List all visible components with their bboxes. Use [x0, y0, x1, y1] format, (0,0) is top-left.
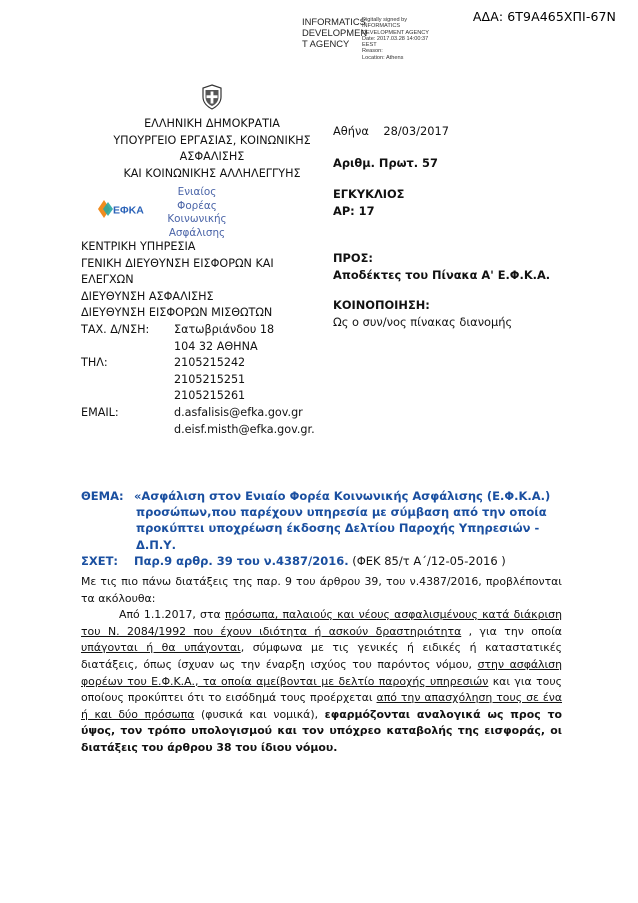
header-line: ΑΣΦΑΛΙΣΗΣ — [179, 150, 245, 164]
ministry-header — [72, 116, 352, 182]
signature-details — [362, 17, 444, 61]
efka-logo-icon — [96, 194, 144, 224]
phone-row — [81, 355, 341, 372]
efka-logo-text: ΕΦΚΑ — [113, 204, 144, 217]
signature-detail: Location: Athens — [362, 54, 404, 61]
signature-detail: Date: 2017.03.28 14:00:37 — [362, 35, 429, 42]
signature-detail: Digitally signed by — [362, 17, 408, 23]
signature-org-line: T AGENCY — [302, 38, 350, 49]
document-body — [81, 574, 562, 757]
signature-detail: DEVELOPMENT AGENCY — [362, 29, 430, 36]
underlined-text: από την απασχόληση τους σε ένα ή και δύο πρόσωπα — [81, 691, 562, 721]
date: 28/03/2017 — [383, 124, 449, 138]
body-text: και για τους οποίους προκύπτει ότι το εισόδημά τους προέρχεται — [81, 674, 563, 705]
address-label: ΤΑΧ. Δ/ΝΣΗ: — [81, 322, 150, 336]
body-intro: Με τις πιο πάνω διατάξεις της παρ. 9 του άρθρου 39, του ν.4387/2016, προβλέπονται τα ακόλουθα: — [81, 575, 562, 605]
circular-label: ΕΓΚΥΚΛΙΟΣ — [333, 187, 405, 201]
protocol-number: Αριθμ. Πρωτ. 57 — [333, 156, 438, 170]
signature-organization — [302, 16, 368, 49]
phone-number: 2105215251 — [174, 372, 246, 386]
bold-text: εφαρμόζονται αναλογικά ως προς το ύψος, τον τρόπο υπολογισμού και τον υπόχρεο καταβολής της εισφοράς, οι διατάξεις του άρθρου 38 του ίδιου νόμου. — [81, 707, 563, 754]
body-text: Από 1.1.2017, στα — [119, 608, 225, 622]
body-text: (φυσικά και νομικά), — [194, 707, 325, 721]
phone-row — [81, 372, 341, 389]
signature-org-line: INFORMATICS — [302, 16, 366, 27]
subject-line: προκύπτει υποχρέωση έκδοσης Δελτίου Παροχής Υπηρεσιών - — [136, 521, 540, 536]
subject-line: Δ.Π.Υ. — [136, 537, 176, 552]
cc-value: Ως ο συν/νος πίνακας διανομής — [333, 315, 513, 329]
email-label: EMAIL: — [81, 405, 119, 419]
header-line: ΕΛΛΗΝΙΚΗ ΔΗΜΟΚΡΑΤΙΑ — [144, 117, 280, 130]
reference-gazette: (ΦΕΚ 85/τ Α΄/12-05-2016 ) — [348, 553, 506, 568]
recipients-label: ΠΡΟΣ: — [333, 251, 373, 265]
signature-detail: EEST — [362, 42, 377, 49]
efka-name-line: Φορέας — [177, 199, 217, 212]
subject-line: προσώπων,που παρέχουν υπηρεσία με σύμβαση από την οποία — [136, 505, 547, 520]
subject-label: ΘΕΜΑ: — [81, 489, 124, 503]
address-row — [81, 322, 341, 339]
header-line: ΚΑΙ ΚΟΙΝΩΝΙΚΗΣ ΑΛΛΗΛΕΓΓΥΗΣ — [123, 166, 301, 180]
city: Αθήνα — [333, 124, 369, 138]
email-address[interactable]: d.asfalisis@efka.gov.gr — [174, 405, 303, 419]
service-line: ΔΙΕΥΘΥΝΣΗ ΕΙΣΦΟΡΩΝ ΜΙΣΘΩΤΩΝ — [81, 306, 273, 320]
efka-name-line: Κοινωνικής — [167, 213, 227, 225]
service-line: ΚΕΝΤΡΙΚΗ ΥΠΗΡΕΣΙΑ — [81, 240, 196, 253]
subject-block — [81, 488, 566, 569]
address-street: Σατωβριάνδου 18 — [174, 322, 275, 336]
underlined-text: στην ασφάλιση φορέων του Ε.Φ.Κ.Α., τα οποία αμείβονται με δελτίο παροχής υπηρεσιών — [81, 657, 562, 688]
signature-detail: Reason: — [362, 48, 383, 55]
body-paragraph — [81, 607, 562, 756]
service-block — [81, 239, 341, 438]
header-line: ΥΠΟΥΡΓΕΙΟ ΕΡΓΑΣΙΑΣ, ΚΟΙΝΩΝΙΚΗΣ — [113, 133, 311, 147]
service-line: ΕΛΕΓΧΩΝ — [81, 273, 134, 287]
reference-law: Παρ.9 αρθρ. 39 του ν.4387/2016. — [134, 553, 349, 568]
signature-org-line: DEVELOPMEN — [302, 27, 368, 38]
phone-row — [81, 388, 341, 405]
efka-organization-name — [162, 186, 232, 240]
cc-label: ΚΟΙΝΟΠΟΙΗΣΗ: — [333, 298, 430, 312]
underlined-text: πρόσωπα, παλαιούς και νέους ασφαλισμένους κατά διάκριση του Ν. 2084/1992 που έχουν ιδιότητα ή ασκούν δραστηριότητα — [81, 608, 562, 638]
email-row — [81, 422, 341, 439]
phone-number: 2105215242 — [174, 356, 246, 370]
efka-name-line: Ασφάλισης — [168, 226, 226, 239]
address-row-2 — [81, 339, 341, 356]
recipients-value: Αποδέκτες του Πίνακα Α' Ε.Φ.Κ.Α. — [333, 268, 551, 282]
ada-code: ΑΔΑ: 6Τ9Α465ΧΠΙ-67Ν — [472, 9, 616, 24]
signature-detail: INFORMATICS — [362, 23, 401, 30]
greek-emblem-icon — [199, 84, 225, 110]
phone-label: ΤΗΛ: — [81, 356, 108, 370]
subject-line: «Ασφάλιση στον Ενιαίο Φορέα Κοινωνικής Ασφάλισης (Ε.Φ.Κ.Α.) — [134, 489, 551, 503]
efka-name-line: Ενιαίος — [177, 186, 217, 198]
email-address[interactable]: d.eisf.misth@efka.gov.gr. — [174, 422, 315, 436]
circular-number: ΑΡ: 17 — [333, 204, 375, 218]
service-line: ΔΙΕΥΘΥΝΣΗ ΑΣΦΑΛΙΣΗΣ — [81, 289, 214, 303]
date-line — [333, 124, 449, 138]
body-text: , σύμφωνα με τις γενικές ή ειδικές ή καταστατικές διατάξεις, όπως ίσχυαν ως την έναρξη ισχύος του παρόντος νόμου, — [81, 641, 563, 671]
email-row — [81, 405, 341, 422]
underlined-text: υπάγονται ή θα υπάγονται — [81, 641, 241, 655]
reference-label: ΣΧΕΤ: — [81, 553, 119, 568]
address-city: 104 32 ΑΘΗΝΑ — [174, 339, 258, 353]
body-text: , για την οποία — [461, 624, 562, 638]
service-line: ΓΕΝΙΚΗ ΔΙΕΥΘΥΝΣΗ ΕΙΣΦΟΡΩΝ ΚΑΙ — [81, 256, 274, 270]
phone-number: 2105215261 — [174, 389, 246, 403]
